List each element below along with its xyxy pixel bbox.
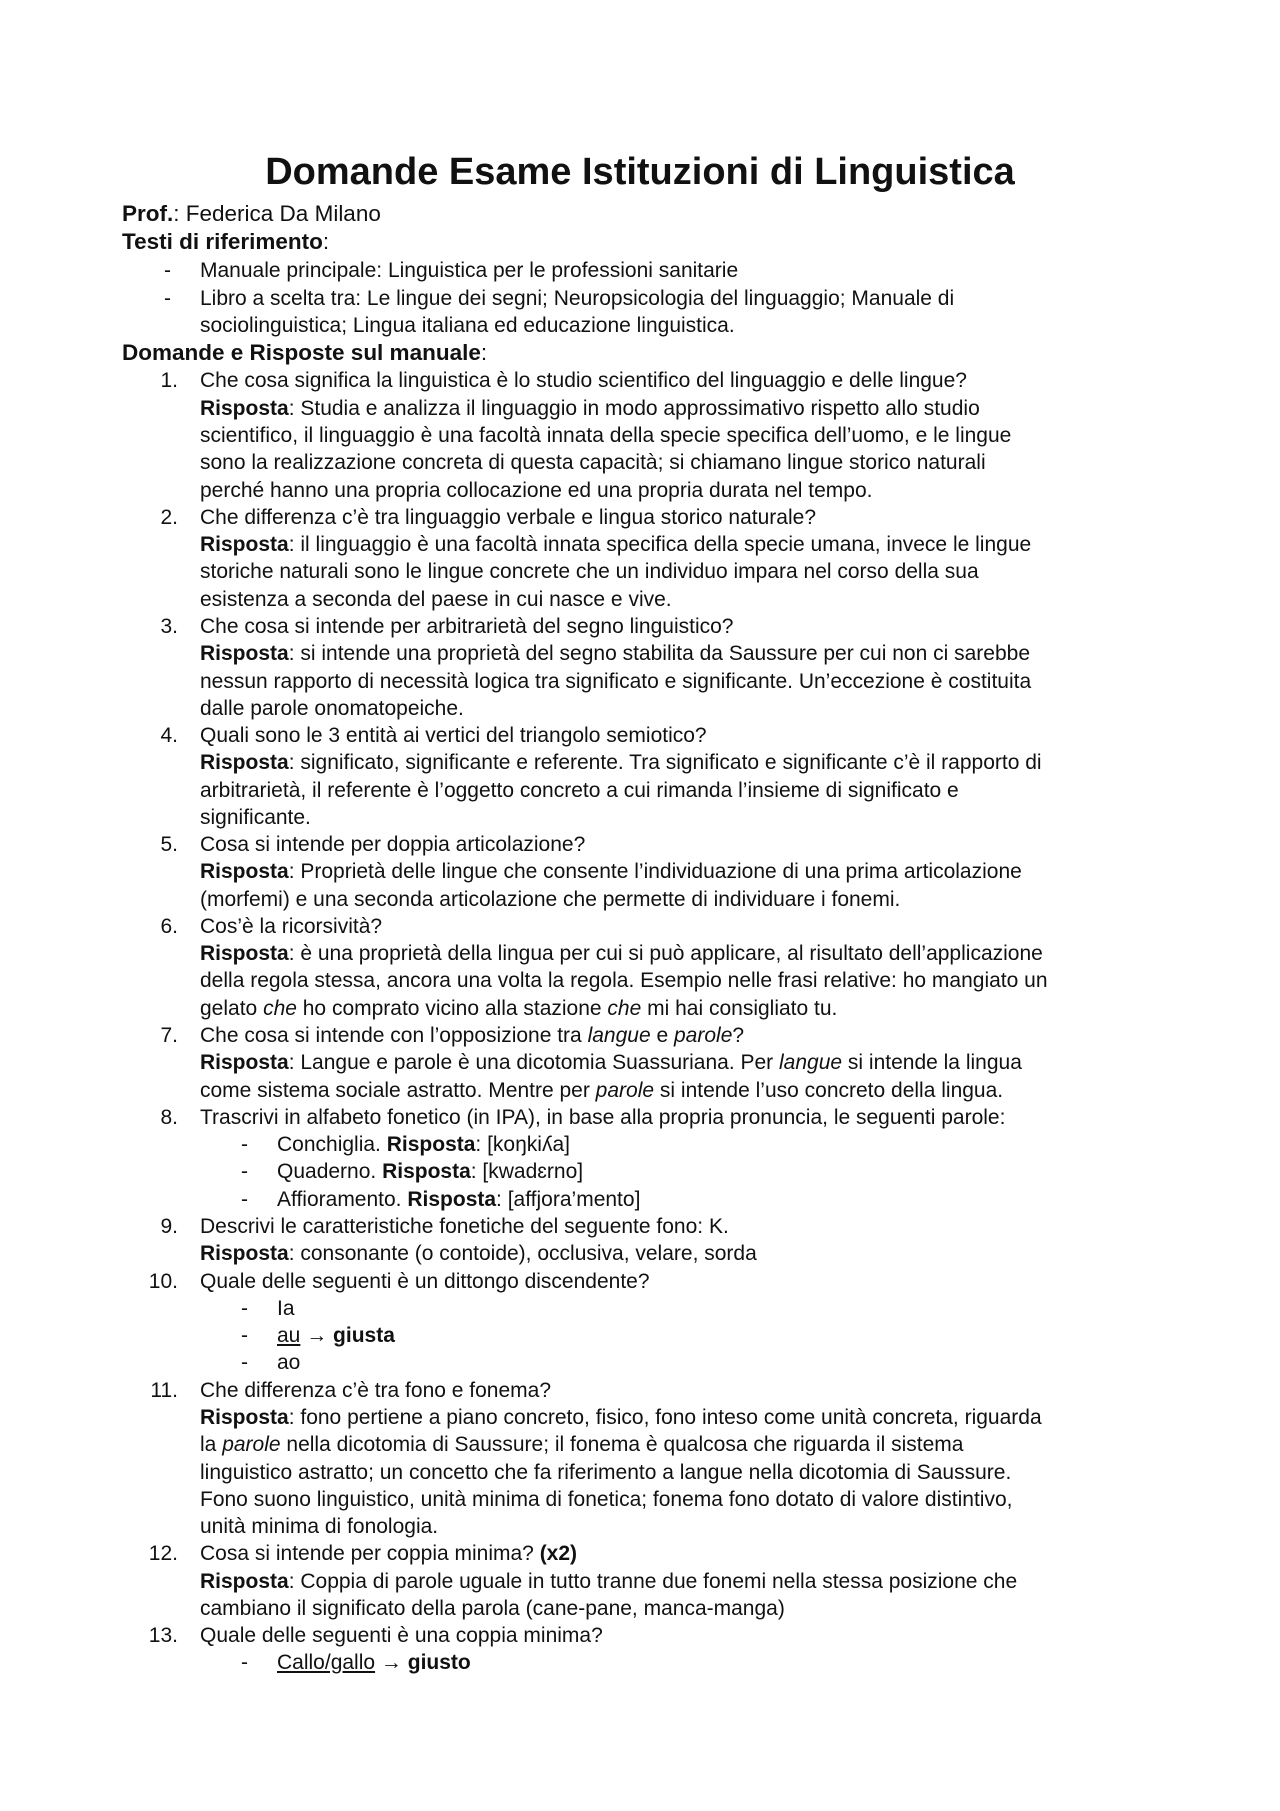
answer-line: come sistema sociale astratto. Mentre per parole si intende l’uso concreto della lingua.	[200, 1079, 1004, 1102]
prof-value: : Federica Da Milano	[173, 201, 381, 226]
question-text: Descrivi le caratteristiche fonetiche del seguente fono: K.	[200, 1215, 729, 1238]
answer-line: cambiano il significato della parola (cane-pane, manca-manga)	[200, 1597, 785, 1620]
list-dash: -	[164, 259, 171, 282]
question-text: Che differenza c’è tra linguaggio verbale e lingua storico naturale?	[200, 506, 817, 529]
question-text: Che cosa si intende con l’opposizione tra langue e parole?	[200, 1024, 745, 1047]
list-dash: -	[164, 287, 171, 310]
testi-item-continued: sociolinguistica; Lingua italiana ed educazione linguistica.	[200, 314, 735, 337]
ipa-item: Quaderno. Risposta: [kwadɛrno]	[277, 1160, 584, 1183]
question-number: 11.	[150, 1379, 178, 1402]
section-label: Domande e Risposte sul manuale	[122, 340, 481, 365]
answer-line: dalle parole onomatopeiche.	[200, 697, 464, 720]
answer-line: linguistico astratto; un concetto che fa riferimento a langue nella dicotomia di Saussure.	[200, 1461, 1012, 1484]
prof-label: Prof.	[122, 201, 174, 226]
answer-line: della regola stessa, ancora una volta la regola. Esempio nelle frasi relative: ho mangiato un	[200, 969, 1048, 992]
question-number: 9.	[160, 1215, 178, 1238]
repeat-badge: (x2)	[539, 1542, 578, 1565]
question-number: 7.	[160, 1024, 178, 1047]
answer-line: Risposta: Coppia di parole uguale in tutto tranne due fonemi nella stessa posizione che	[200, 1570, 1018, 1593]
list-dash: -	[241, 1324, 248, 1347]
question-number: 1.	[160, 369, 178, 392]
list-dash: -	[241, 1297, 248, 1320]
question-number: 5.	[160, 833, 178, 856]
arrow-right-icon: →	[306, 1324, 328, 1347]
answer-line: arbitrarietà, il referente è l’oggetto concreto a cui rimanda l’insieme di significato e	[200, 779, 959, 802]
answer-line: esistenza a seconda del paese in cui nasce e vive.	[200, 588, 672, 611]
list-dash: -	[241, 1188, 248, 1211]
answer-line: storiche naturali sono le lingue concrete che un individuo impara nel corso della sua	[200, 560, 979, 583]
question-text: Cos’è la ricorsività?	[200, 915, 383, 938]
option-item: ao	[277, 1351, 301, 1374]
option-item-correct: au → giusta	[277, 1324, 395, 1347]
question-text: Quali sono le 3 entità ai vertici del triangolo semiotico?	[200, 724, 707, 747]
question-text: Che cosa significa la linguistica è lo studio scientifico del linguaggio e delle lingue?	[200, 369, 967, 392]
question-text: Che cosa si intende per arbitrarietà del segno linguistico?	[200, 615, 734, 638]
question-text: Cosa si intende per coppia minima? (x2)	[200, 1542, 578, 1565]
option-item-correct: Callo/gallo → giusto	[277, 1651, 471, 1674]
list-dash: -	[241, 1133, 248, 1156]
testi-heading: Testi di riferimento:	[122, 229, 330, 254]
question-number: 3.	[160, 615, 178, 638]
answer-line: Risposta: Proprietà delle lingue che consente l’individuazione di una prima articolazione	[200, 860, 1022, 883]
answer-line: perché hanno una propria collocazione ed una propria durata nel tempo.	[200, 479, 873, 502]
question-number: 12.	[148, 1542, 178, 1565]
answer-line: la parole nella dicotomia di Saussure; il fonema è qualcosa che riguarda il sistema	[200, 1433, 964, 1456]
list-dash: -	[241, 1351, 248, 1374]
document-title: Domande Esame Istituzioni di Linguistica	[265, 151, 1015, 193]
testi-label: Testi di riferimento	[122, 229, 323, 254]
answer-line: Fono suono linguistico, unità minima di fonetica; fonema fono dotato di valore distintivo,	[200, 1488, 1013, 1511]
answer-line: sono la realizzazione concreta di questa capacità; si chiamano lingue storico naturali	[200, 451, 986, 474]
question-text: Quale delle seguenti è un dittongo discendente?	[200, 1270, 650, 1293]
answer-line: Risposta: Studia e analizza il linguaggio in modo approssimativo rispetto allo studio	[200, 397, 980, 420]
question-text: Quale delle seguenti è una coppia minima?	[200, 1624, 603, 1647]
answer-line: Risposta: Langue e parole è una dicotomia Suassuriana. Per langue si intende la lingua	[200, 1051, 1022, 1074]
answer-line: nessun rapporto di necessità logica tra significato e significante. Un’eccezione è costituita	[200, 670, 1032, 693]
answer-line: Risposta: si intende una proprietà del segno stabilita da Saussure per cui non ci sarebbe	[200, 642, 1030, 665]
ipa-item: Conchiglia. Risposta: [koŋkiʎa]	[277, 1133, 570, 1156]
answer-line: Risposta: fono pertiene a piano concreto, fisico, fono inteso come unità concreta, riguarda	[200, 1406, 1042, 1429]
question-number: 10.	[148, 1270, 178, 1293]
arrow-right-icon: →	[380, 1651, 402, 1674]
list-dash: -	[241, 1651, 248, 1674]
question-text: Cosa si intende per doppia articolazione?	[200, 833, 586, 856]
answer-line: Risposta: è una proprietà della lingua per cui si può applicare, al risultato dell’applicazione	[200, 942, 1043, 965]
question-number: 8.	[160, 1106, 178, 1129]
question-number: 4.	[160, 724, 178, 747]
question-number: 13.	[148, 1624, 178, 1647]
question-number: 6.	[160, 915, 178, 938]
answer-line: Risposta: il linguaggio è una facoltà innata specifica della specie umana, invece le lingue	[200, 533, 1032, 556]
option-item: Ia	[277, 1297, 295, 1320]
prof-line	[122, 200, 381, 227]
question-number: 2.	[160, 506, 178, 529]
answer-line: Risposta: consonante (o contoide), occlusiva, velare, sorda	[200, 1242, 757, 1265]
section-heading: Domande e Risposte sul manuale:	[122, 340, 488, 365]
testi-item: Libro a scelta tra: Le lingue dei segni; Neuropsicologia del linguaggio; Manuale di	[200, 287, 955, 310]
list-dash: -	[241, 1160, 248, 1183]
answer-line: scientifico, il linguaggio è una facoltà innata della specie specifica dell’uomo, e le lingue	[200, 424, 1012, 447]
ipa-item: Affioramento. Risposta: [affjora’mento]	[277, 1188, 641, 1211]
answer-line: (morfemi) e una seconda articolazione che permette di individuare i fonemi.	[200, 888, 901, 911]
testi-item: Manuale principale: Linguistica per le professioni sanitarie	[200, 259, 739, 282]
answer-line: Risposta: significato, significante e referente. Tra significato e significante c’è il rapporto di	[200, 751, 1042, 774]
question-text: Che differenza c’è tra fono e fonema?	[200, 1379, 552, 1402]
answer-line: unità minima di fonologia.	[200, 1515, 439, 1538]
answer-line: gelato che ho comprato vicino alla stazione che mi hai consigliato tu.	[200, 997, 838, 1020]
answer-line: significante.	[200, 806, 311, 829]
question-text: Trascrivi in alfabeto fonetico (in IPA), in base alla propria pronuncia, le seguenti parole:	[200, 1106, 1006, 1129]
